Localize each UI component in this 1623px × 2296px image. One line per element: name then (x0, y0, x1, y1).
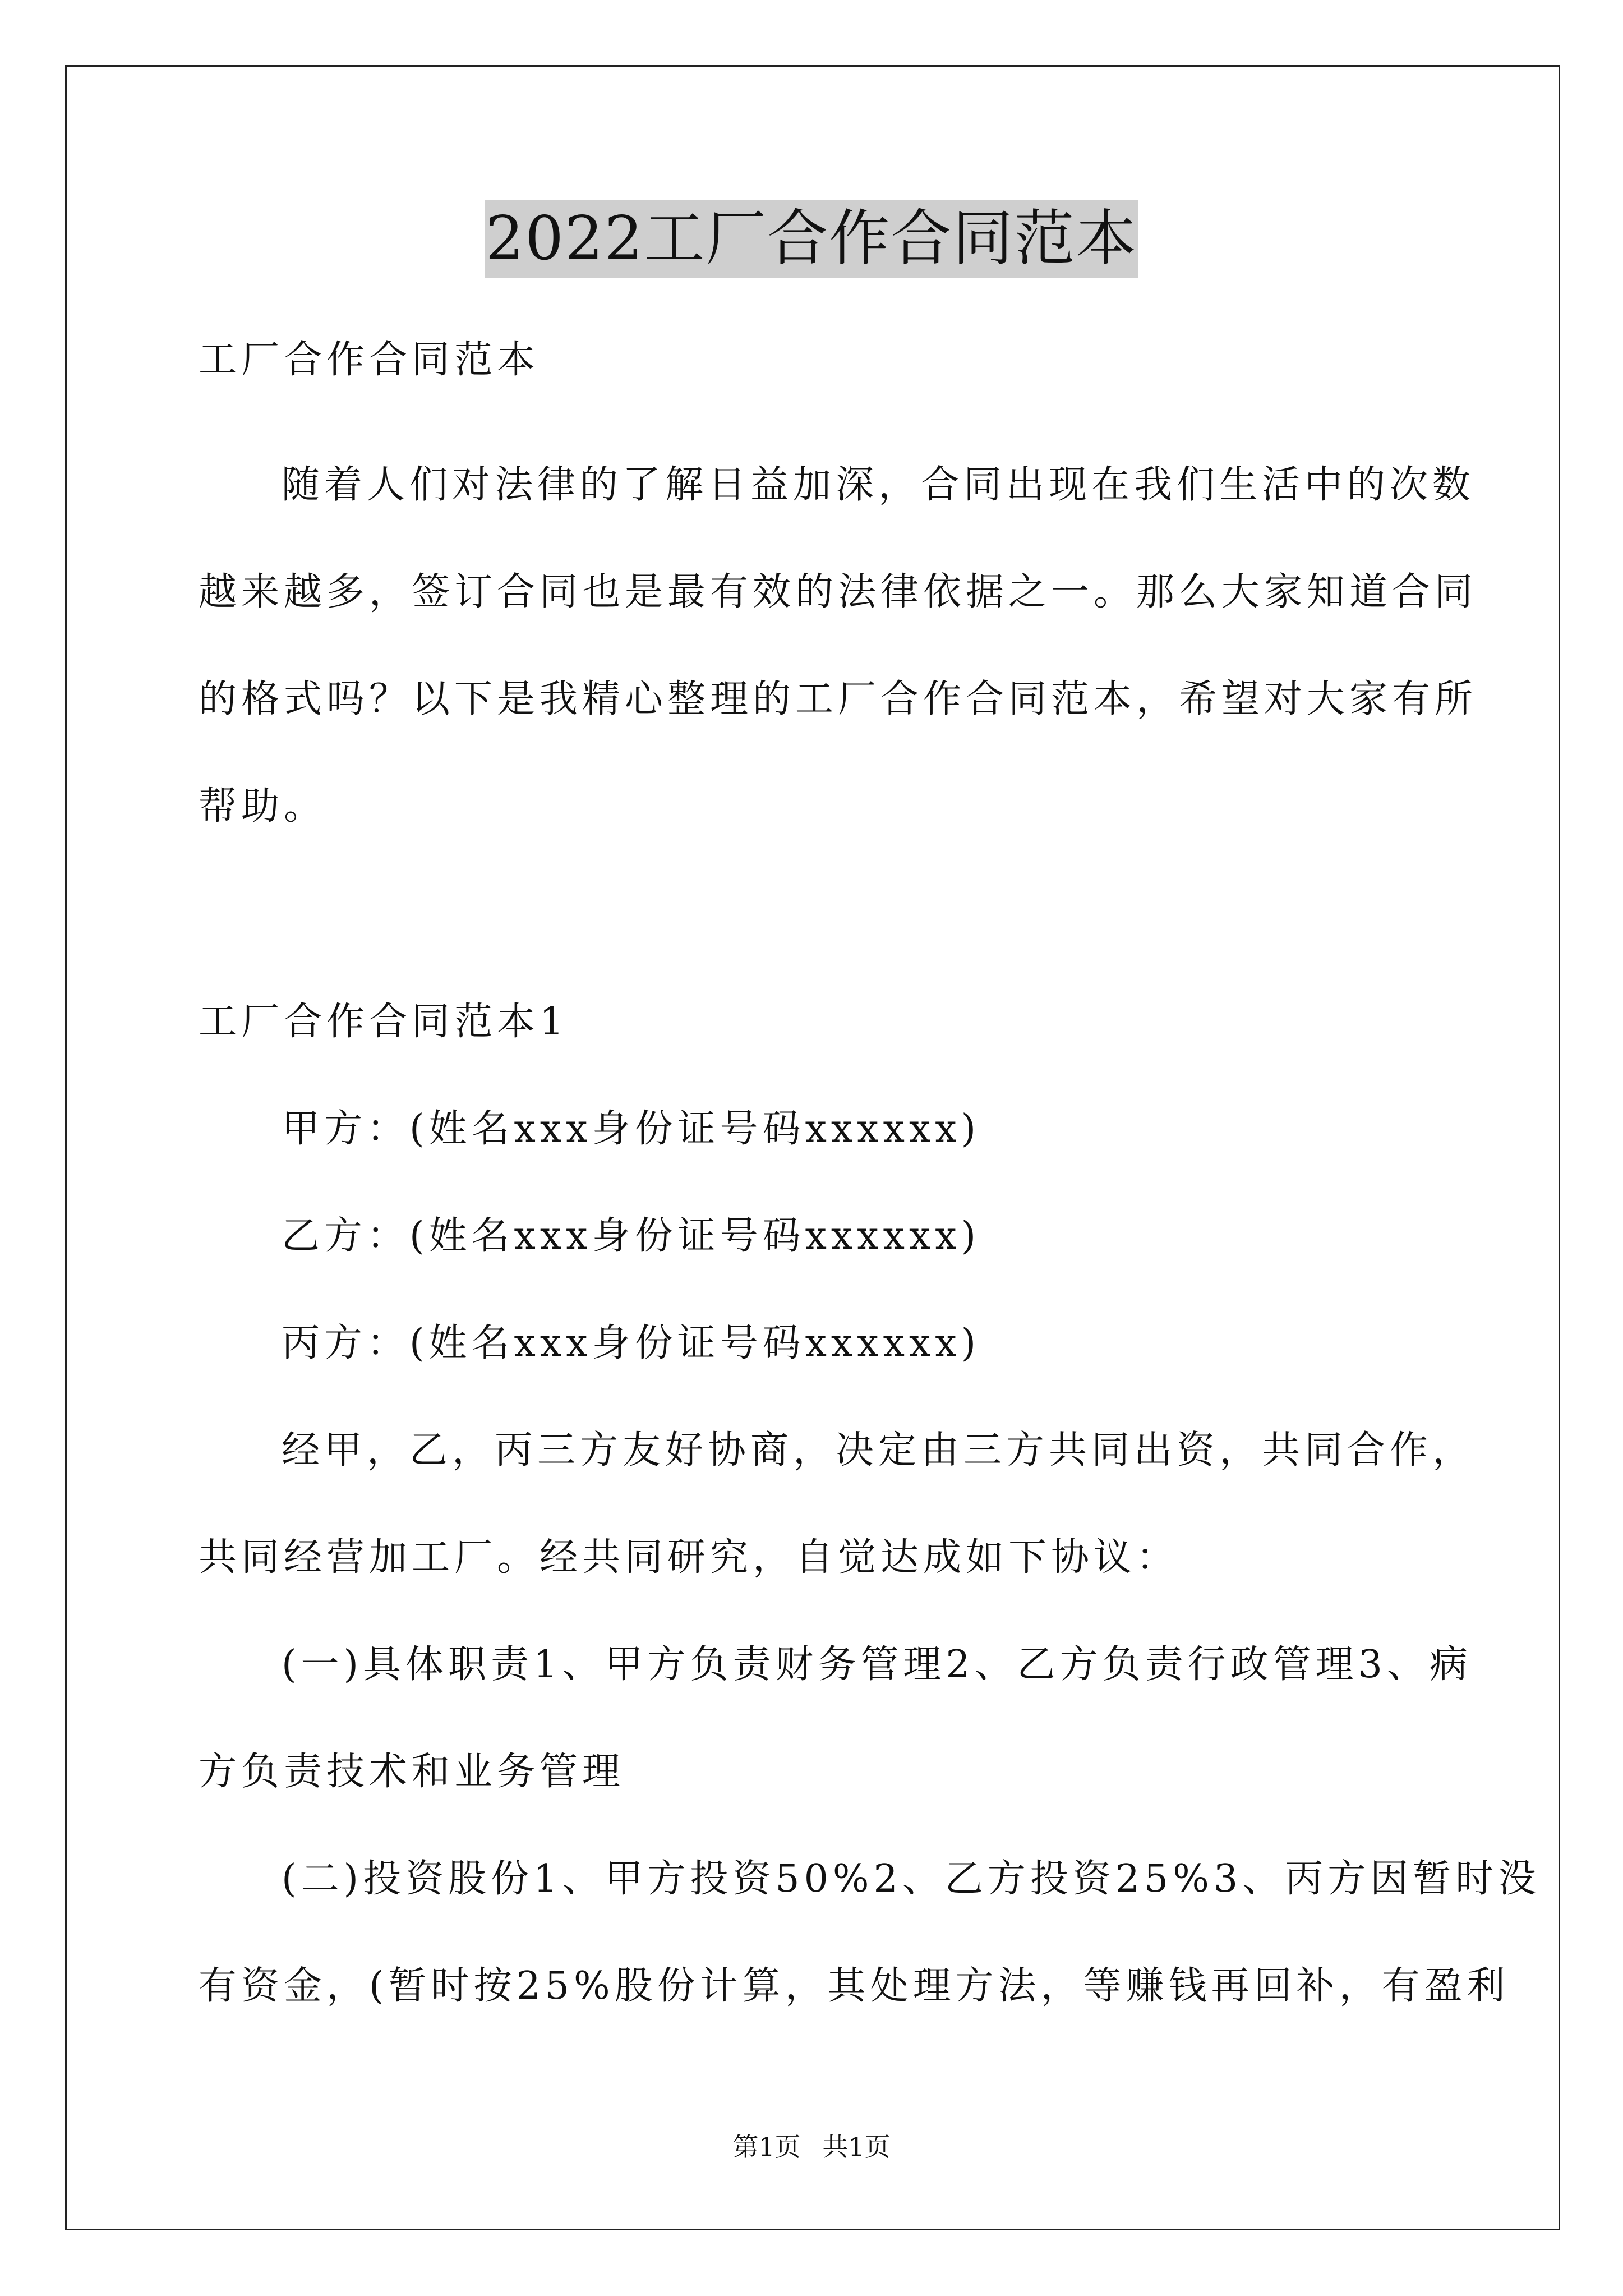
paragraph-line: 共同经营加工厂。经共同研究，自觉达成如下协议： (199, 1535, 1179, 1580)
paragraph-line: 越来越多，签订合同也是最有效的法律依据之一。那么大家知道合同 (199, 570, 1478, 614)
page-footer (0, 2130, 1623, 2164)
paragraph-line: 方负责技术和业务管理 (199, 1750, 625, 1794)
section-heading: 工厂合作合同范本 (199, 338, 540, 382)
page-total: 共1页 (822, 2132, 891, 2162)
page-number: 第1页 (732, 2132, 801, 2162)
paragraph-line: (二)投资股份1、甲方投资50%2、乙方投资25%3、丙方因暂时没 (282, 1857, 1541, 1901)
party-line: 乙方：(姓名xxx身份证号码xxxxxx) (282, 1214, 981, 1258)
paragraph-line: 的格式吗？以下是我精心整理的工厂合作合同范本，希望对大家有所 (199, 677, 1478, 721)
party-line: 甲方：(姓名xxx身份证号码xxxxxx) (282, 1107, 981, 1151)
paragraph-line: 随着人们对法律的了解日益加深，合同出现在我们生活中的次数 (282, 463, 1476, 507)
paragraph-line: 有资金，(暂时按25%股份计算，其处理方法，等赚钱再回补，有盈利 (199, 1964, 1510, 2008)
paragraph-line: 经甲，乙，丙三方友好协商，决定由三方共同出资，共同合作， (282, 1428, 1476, 1473)
paragraph-line: (一)具体职责1、甲方负责财务管理2、乙方负责行政管理3、病 (282, 1642, 1472, 1687)
paragraph-line: 帮助。 (199, 784, 327, 829)
title-container (0, 200, 1623, 278)
party-line: 丙方：(姓名xxx身份证号码xxxxxx) (282, 1321, 981, 1365)
section-heading: 工厂合作合同范本1 (199, 1000, 569, 1044)
document-title: 2022工厂合作合同范本 (485, 200, 1139, 278)
